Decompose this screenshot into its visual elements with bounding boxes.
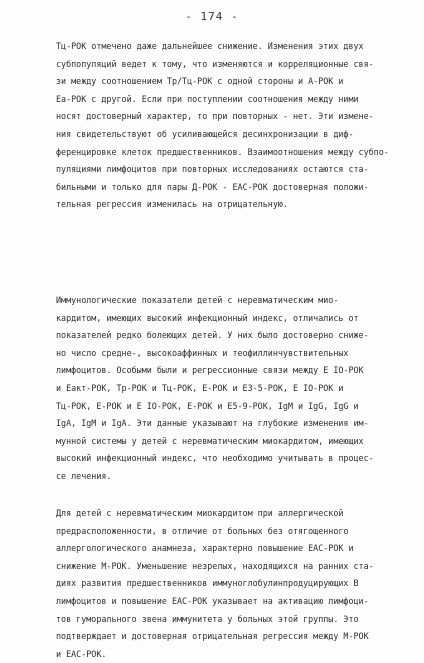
- text-line: се лечения.: [56, 470, 112, 481]
- text-line: снижение М-РОК. Уменьшение незрелых, находящихся на ранних ста-: [56, 560, 374, 571]
- text-line: кардитом, имеющих высокий инфекционный индекс, отличались от: [56, 312, 359, 323]
- text-line: аллергологического анамнеза, характерно повышение ЕАС-РОК и: [56, 543, 354, 554]
- paragraph-2: [56, 292, 396, 486]
- text-line: мунной системы у детей с неревматическим миокардитом, имеющих: [56, 435, 364, 446]
- text-line: предрасположенности, в отличие от больных без отягощенного: [56, 525, 349, 536]
- text-line: Тц-РОК, Е-РОК и Е IO-РОК, Е-РОК и Е5-9-РОК, IgM и IgG, IgG и: [56, 400, 359, 411]
- text-line: лимфоцитов. Особыми были и регрессионные связи между Е IO-РОК: [56, 365, 364, 376]
- text-line: и Еакт-РОК, Тр-РОК и Тц-РОК, Е-РОК и Е3-5-РОК, Е IO-РОК и: [56, 382, 344, 393]
- text-line: Еа-РОК с другой. Если при поступлении соотношения между ними: [56, 93, 359, 104]
- text-line: высокий инфекционный индекс, что необходимо учитывать в процес-: [56, 453, 374, 464]
- text-line: зи между соотношением Tр/Tц-РОК с одной стороны и А-РОК и: [56, 76, 344, 87]
- text-line: пуляциями лимфоцитов при повторных исследованиях остаются ста-: [56, 164, 369, 175]
- paragraph-1: [56, 38, 396, 214]
- paragraph-3: [56, 505, 396, 663]
- text-line: подтверждает и достоверная отрицательная регрессия между М-РОК: [56, 631, 369, 642]
- page-number: - 174 -: [185, 10, 239, 23]
- text-line: тельная регрессия изменилась на отрицательную.: [56, 199, 288, 210]
- text-line: и ЕАС-РОК.: [56, 648, 107, 659]
- text-line: Для детей с неревматическим миокардитом при аллергической: [56, 508, 344, 518]
- text-line: тов гуморального звена иммунитета у больных этой группы. Это: [56, 613, 359, 624]
- text-line: субпопуляций ведет к тому, что изменяются и корреляционные свя-: [56, 58, 374, 69]
- text-line: бильными и только для пары Д-РОК - ЕАС-РОК достоверная положи-: [56, 181, 369, 192]
- text-line: Иммунологические показатели детей с неревматическим мио-: [56, 295, 339, 305]
- text-line: IgA, IgM и IgA. Эти данные указывают на глубокие изменения им-: [56, 418, 369, 429]
- text-line: Tц-РОК отмечено даже дальнейшее снижение. Изменения этих двух: [56, 41, 364, 51]
- text-line: носят достоверный характер, то при повторных - нет. Эти измене-: [56, 111, 374, 122]
- text-line: ференцировке клеток предшественников. Взаимоотношения между субпо-: [56, 146, 389, 157]
- text-line: но число средне-, высокоаффинных и теофиллинчувствительных: [56, 347, 349, 358]
- text-line: лимфоцитов и повышение ЕАС-РОК указывает на активацию лимфоци-: [56, 595, 369, 606]
- text-line: диях развития предшественников иммуноглобулинпродуцирующих В: [56, 578, 359, 589]
- text-line: ния свидетельствуют об усиливающейся десинхронизации в диф-: [56, 128, 354, 139]
- text-line: показателей редко болеющих детей. У них было достоверно сниже-: [56, 330, 369, 341]
